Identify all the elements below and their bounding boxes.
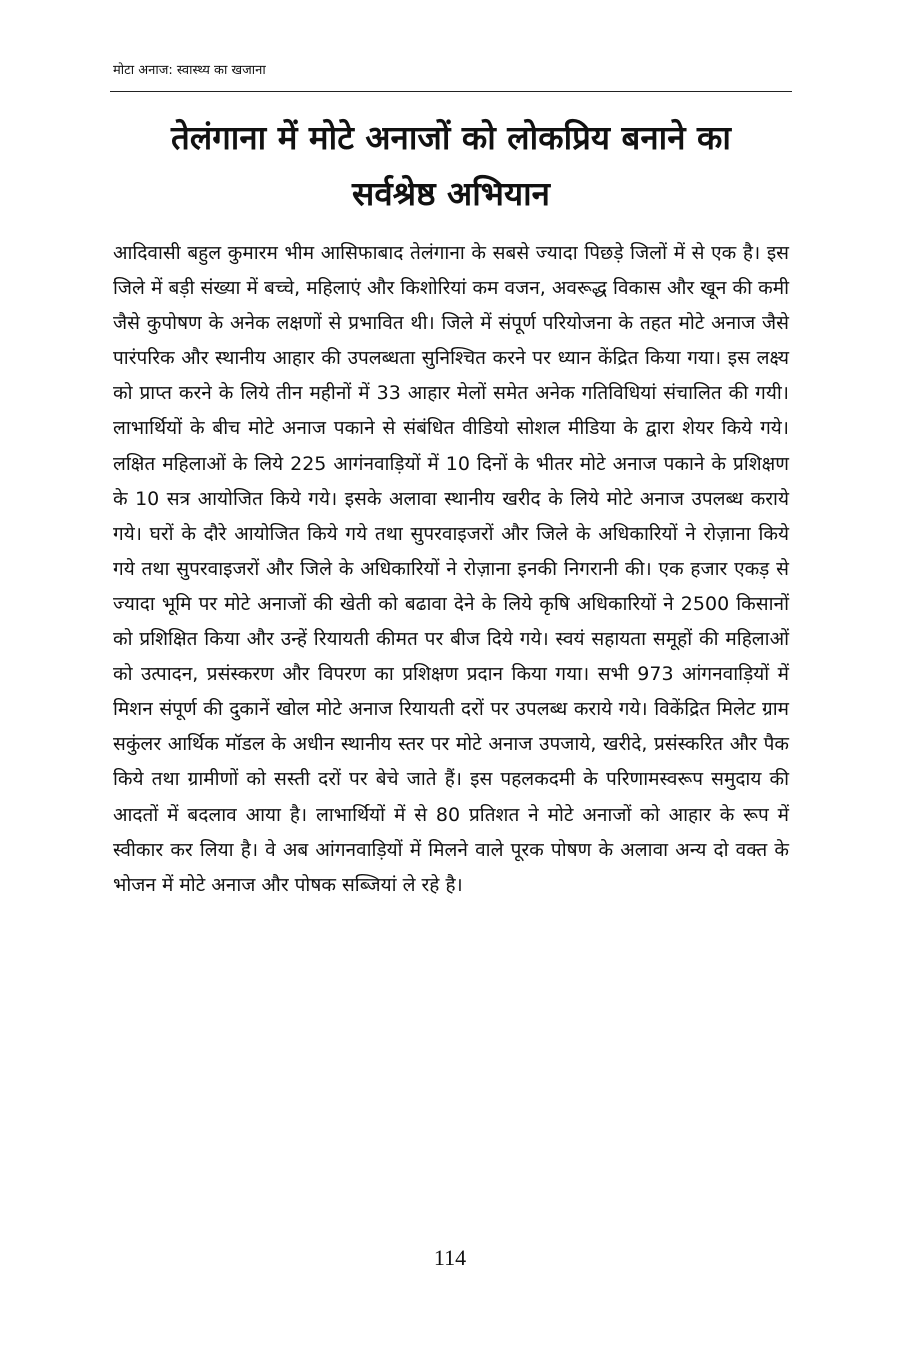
- chapter-title: [110, 110, 792, 222]
- chapter-title-line-2: सर्वश्रेष्ठ अभियान: [352, 174, 550, 213]
- running-header: मोटा अनाज: स्वास्थ्य का खजाना: [113, 63, 266, 78]
- page-number: 114: [433, 1245, 467, 1270]
- chapter-title-line-1: तेलंगाना में मोटे अनाजों को लोकप्रिय बनाने का: [171, 118, 731, 157]
- body-paragraph: आदिवासी बहुल कुमारम भीम आसिफाबाद तेलंगाना के सबसे ज्यादा पिछड़े जिलों में से एक है। इस जिले में बड़ी संख्या में बच्चे, महिलाएं और किशोरियां कम वजन, अवरूद्ध विकास और खून की कमी जैसे कुपोषण के अनेक लक्षणों से प्रभावित थी। जिले में संपूर्ण परियोजना के तहत मोटे अनाज जैसे पारंपरिक और स्थानीय आहार की उपलब्धता सुनिश्चित करने पर ध्यान केंद्रित किया गया। इस लक्ष्य को प्राप्त करने के लिये तीन महीनों में 33 आहार मेलों समेत अनेक गतिविधियां संचालित की गयी। लाभार्थियों के बीच मोटे अनाज पकाने से संबंधित वीडियो सोशल मीडिया के द्वारा शेयर किये गये। लक्षित महिलाओं के लिये 225 आगंनवाड़ियों में 10 दिनों के भीतर मोटे अनाज पकाने के प्रशिक्षण के 10 सत्र आयोजित किये गये। इसके अलावा स्थानीय खरीद के लिये मोटे अनाज उपलब्ध कराये गये। घरों के दौरे आयोजित किये गये तथा सुपरवाइजरों और जिले के अधिकारियों ने रोज़ाना किये गये तथा सुपरवाइजरों और जिले के अधिकारियों ने रोज़ाना इनकी निगरानी की। एक हजार एकड़ से ज्यादा भूमि पर मोटे अनाजों की खेती को बढावा देने के लिये कृषि अधिकारियों ने 2500 किसानों को प्रशिक्षित किया और उन्हें रियायती कीमत पर बीज दिये गये। स्वयं सहायता समूहों की महिलाओं को उत्पादन, प्रसंस्करण और विपरण का प्रशिक्षण प्रदान किया गया। सभी 973 आंगनवाड़ियों में मिशन संपूर्ण की दुकानें खोल मोटे अनाज रियायती दरों पर उपलब्ध कराये गये। विकेंद्रित मिलेट ग्राम सकुंलर आर्थिक मॉडल के अधीन स्थानीय स्तर पर मोटे अनाज उपजाये, खरीदे, प्रसंस्करित और पैक किये तथा ग्रामीणों को सस्ती दरों पर बेचे जाते हैं। इस पहलकदमी के परिणामस्वरूप समुदाय की आदतों में बदलाव आया है। लाभार्थियों में से 80 प्रतिशत ने मोटे अनाजों को आहार के रूप में स्वीकार कर लिया है। वे अब आंगनवाड़ियों में मिलने वाले पूरक पोषण के अलावा अन्य दो वक्त के भोजन में मोटे अनाज और पोषक सब्जियां ले रहे है।: [113, 242, 789, 896]
- header-divider: [110, 91, 792, 92]
